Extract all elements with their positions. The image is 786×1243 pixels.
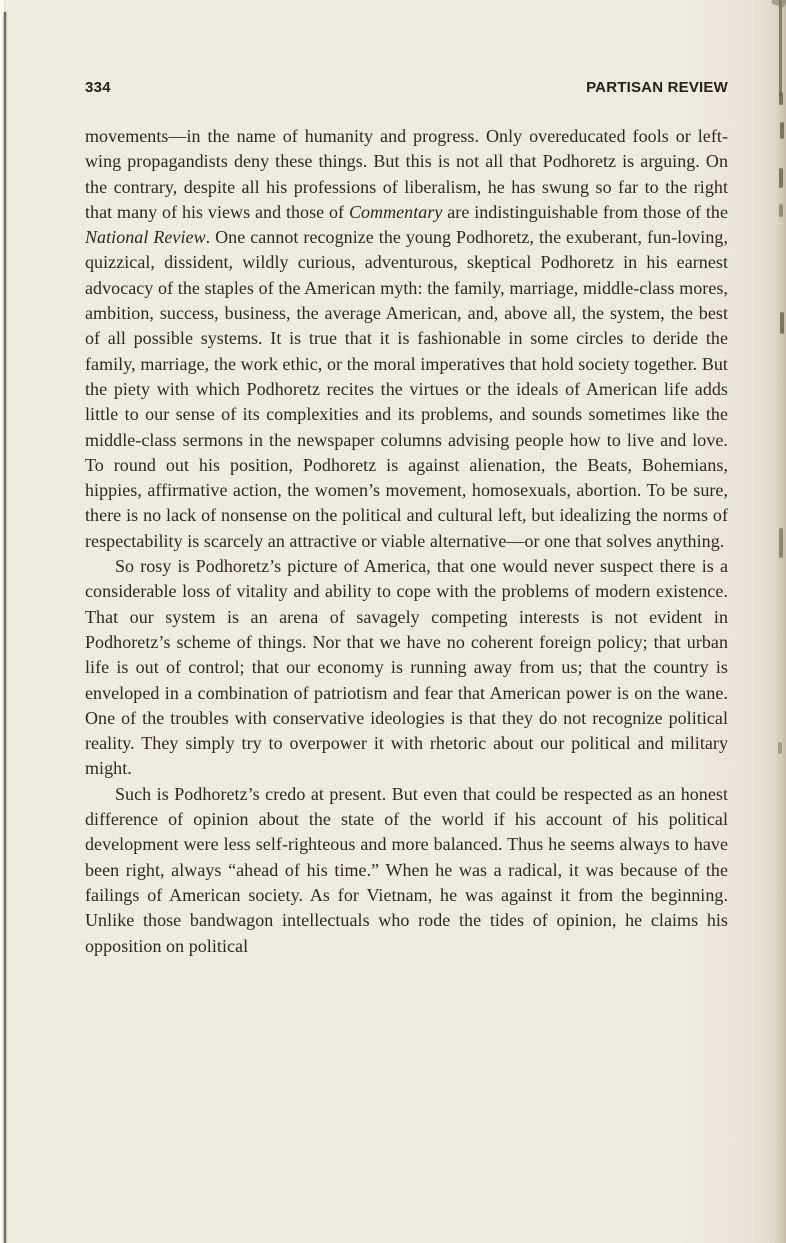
scan-artifact-nick: [780, 312, 784, 334]
scan-artifact-nick: [779, 204, 783, 217]
page-body: [85, 124, 728, 959]
paragraph: Such is Podhoretz’s credo at present. But even that could be respected as an honest difference of opinion about the state of the world if his account of his political development were less self-righteous and more balanced. Thus he seems always to have been right, always “ahead of his time.” When he was a radical, it was because of the failings of American society. As for Vietnam, he was against it from the beginning. Unlike those bandwagon intellectuals who rode the tides of opinion, he claims his opposition on political: [85, 783, 728, 956]
scan-artifact-nick: [778, 742, 782, 754]
page-fore-edge-line: [779, 0, 782, 96]
running-header: [85, 79, 728, 96]
scan-artifact-nick: [779, 92, 783, 105]
scan-artifact-nick: [779, 168, 783, 188]
page-content: [85, 0, 728, 959]
book-spine-shadow: [4, 12, 6, 1243]
journal-title: PARTISAN REVIEW: [586, 79, 728, 96]
scan-artifact-nick: [780, 122, 784, 139]
paragraph: movements—in the name of humanity and progress. Only overeducated fools or left-wing propagandists deny these things. But this is not all that Podhoretz is arguing. On the contrary, despite all his professions of liberalism, he has swung so far to the right that many of his views and those of Commentary are indistinguishable from those of the National Review. One cannot recognize the young Podhoretz, the exuberant, fun-loving, quizzical, dissident, wildly curious, adventurous, skeptical Podhoretz in his earnest advocacy of the staples of the American myth: the family, marriage, middle-class mores, ambition, success, business, the average American, and, above all, the system, the best of all possible systems. It is true that it is fashionable in some circles to deride the family, marriage, the work ethic, or the moral imperatives that hold society together. But the piety with which Podhoretz recites the virtues or the ideals of American life adds little to our sense of its complexities and its problems, and sounds sometimes like the middle-class sermons in the newspaper columns advising people how to live and love. To round out his position, Podhoretz is against alienation, the Beats, Bohemians, hippies, affirmative action, the women’s movement, homosexuals, abortion. To be sure, there is no lack of nonsense on the political and cultural left, but idealizing the norms of respectability is scarcely an attractive or viable alternative—or one that solves anything.: [85, 126, 728, 551]
scan-artifact-nick: [779, 528, 783, 558]
page-number: 334: [85, 79, 111, 96]
paragraph: So rosy is Podhoretz’s picture of America, that one would never suspect there is a considerable loss of vitality and ability to cope with the problems of modern existence. That our system is an arena of savagely competing interests is not evident in Podhoretz’s scheme of things. Nor that we have no coherent foreign policy; that urban life is out of control; that our economy is running away from us; that the country is enveloped in a combination of patriotism and fear that American power is on the wane. One of the troubles with conservative ideologies is that they do not recognize political reality. They simply try to overpower it with rhetoric about our political and military might.: [85, 556, 728, 779]
